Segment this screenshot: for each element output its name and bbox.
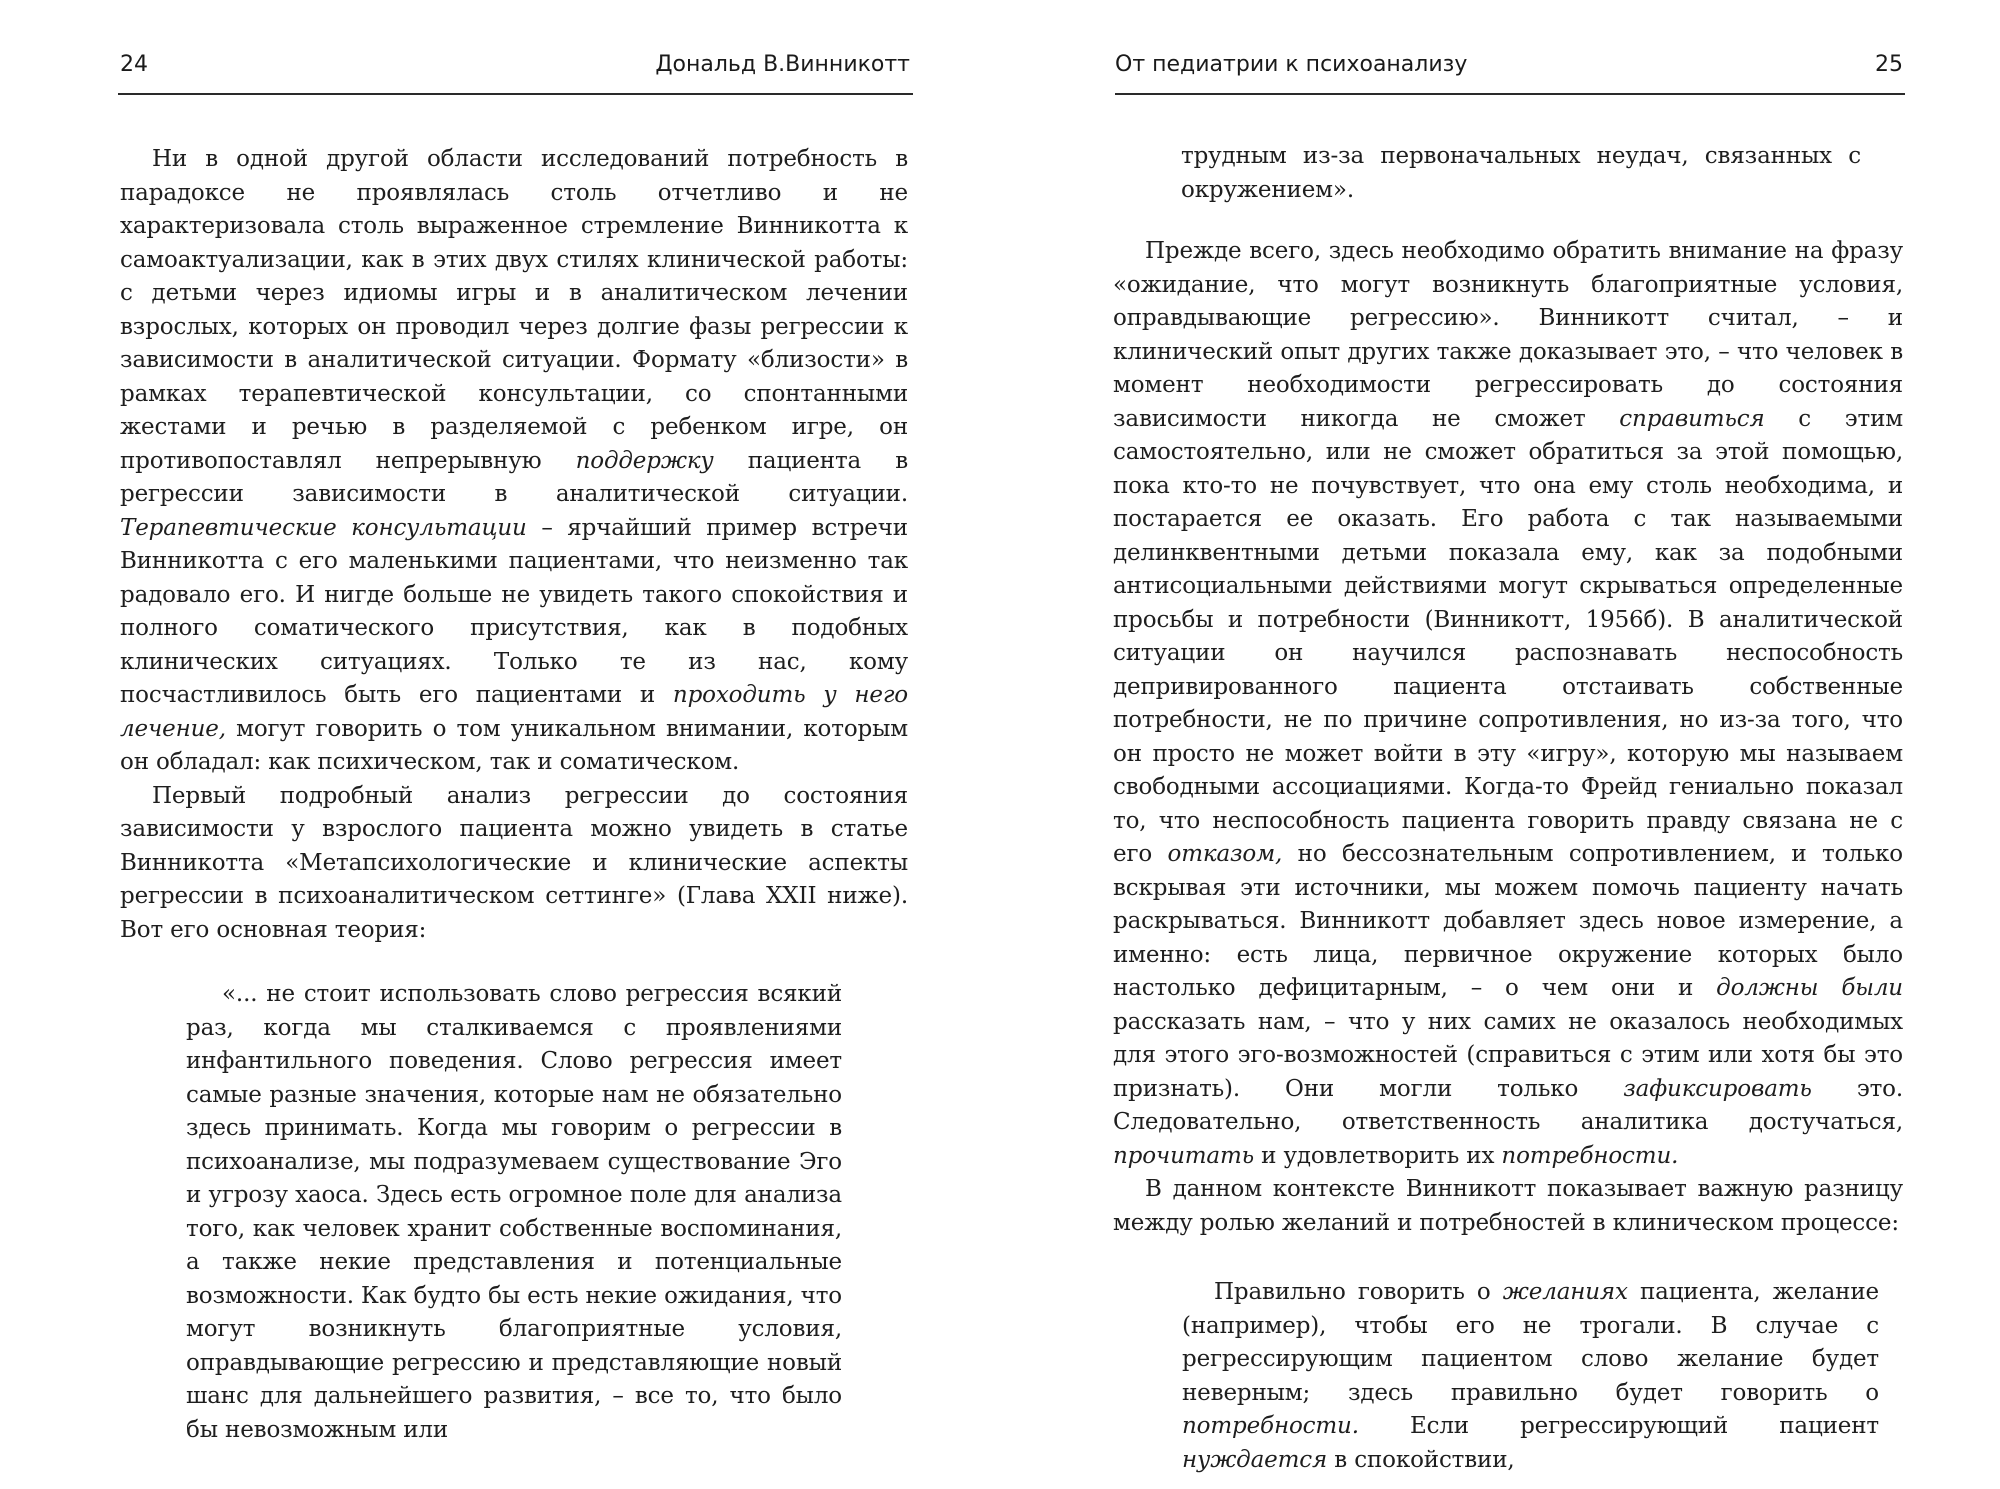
header-rule [1115, 93, 1905, 95]
right-body-text [1113, 140, 1903, 1477]
left-body-text [120, 143, 908, 1447]
paragraph: Прежде всего, здесь необходимо обратить внимание на фразу «ожидание, что могут возникнуть благоприятные условия, оправдывающие регрессию». Винникотт считал, – и клинический опыт других также доказывает это, – что человек в момент необходимости регрессировать до состояния зависимости никогда не сможет справиться с этим самостоятельно, или не сможет обратиться за этой помощью, пока кто-то не почувствует, что она ему столь необходима, и постарается ее оказать. Его работа с так называемыми делинквентными детьми показала ему, как за подобными антисоциальными действиями могут скрываться определенные просьбы и потребности (Винникотт, 1956б). В аналитической ситуации он научился распознавать неспособность депривированного пациента отстаивать собственные потребности, не по причине сопротивления, но из-за того, что он просто не может войти в эту «игру», которую мы называем свободными ассоциациями. Когда-то Фрейд гениально показал то, что неспособность пациента говорить правду связана не с его отказом, но бессознательным сопротивлением, и только вскрывая эти источники, мы можем помочь пациенту начать раскрываться. Винникотт добавляет здесь новое измерение, а именно: есть лица, первичное окружение которых было настолько дефицитарным, – о чем они и должны были рассказать нам, – что у них самих не оказалось необходимых для этого эго-возможностей (справиться с этим или хотя бы это признать). Они могли только зафиксировать это. Следовательно, ответственность аналитика достучаться, прочитать и удовлетворить их потребности. [1113, 238, 1903, 1169]
block-quote: «... не стоит использовать слово регрессия всякий раз, когда мы сталкиваемся с проявлениями инфантильного поведения. Слово регрессия имеет самые разные значения, которые нам не обязательно здесь принимать. Когда мы говорим о регрессии в психоанализе, мы подразумеваем существование Эго и угрозу хаоса. Здесь есть огромное поле для анализа того, как человек хранит собственные воспоминания, а также некие представления и потенциальные возможности. Как будто бы есть некие ожидания, что могут возникнуть благоприятные условия, оправдывающие регрессию и представляющие новый шанс для дальнейшего развития, – все то, что было бы невозможным или [186, 981, 842, 1443]
block-quote-continuation: трудным из-за первоначальных неудач, связанных с окружением». [1181, 143, 1861, 203]
running-head: Дональд В.Винникотт [655, 52, 910, 77]
block-quote: Правильно говорить о желаниях пациента, желание (например), чтобы его не трогали. В случае с регрессирующим пациентом слово желание будет неверным; здесь правильно будет говорить о потребности. Если регрессирующий пациент нуждается в спокойствии, [1182, 1279, 1879, 1473]
paragraph: Первый подробный анализ регрессии до состояния зависимости у взрослого пациента можно увидеть в статье Винникотта «Метапсихологические и клинические аспекты регрессии в психоаналитическом сеттинге» (Глава XXII ниже). Вот его основная теория: [120, 782, 908, 943]
running-head: От педиатрии к психоанализу [1115, 52, 1468, 77]
paragraph: Ни в одной другой области исследований потребность в парадоксе не проявлялась столь отчетливо и не характеризовала столь выраженное стремление Винникотта к самоактуализации, как в этих двух стилях клинической работы: с детьми через идиомы игры и в аналитическом лечении взрослых, которых он проводил через долгие фазы регрессии к зависимости в аналитической ситуации. Формату «близости» в рамках терапевтической консультации, со спонтанными жестами и речью в разделяемой с ребенком игре, он противопоставлял непрерывную поддержку пациента в регрессии зависимости в аналитической ситуации. Терапевтические консультации – ярчайший пример встречи Винникотта с его маленькими пациентами, что неизменно так радовало его. И нигде больше не увидеть такого спокойствия и полного соматического присутствия, как в подобных клинических ситуациях. Только те из нас, кому посчастливилось быть его пациентами и проходить у него лечение, могут говорить о том уникальном внимании, которым он обладал: как психическом, так и соматическом. [120, 146, 908, 775]
page-number: 25 [1875, 52, 1903, 77]
right-page [1000, 0, 2000, 1489]
header-rule [118, 93, 913, 95]
page-number: 24 [120, 52, 148, 77]
paragraph: В данном контексте Винникотт показывает важную разницу между ролью желаний и потребностей в клиническом процессе: [1113, 1176, 1903, 1236]
